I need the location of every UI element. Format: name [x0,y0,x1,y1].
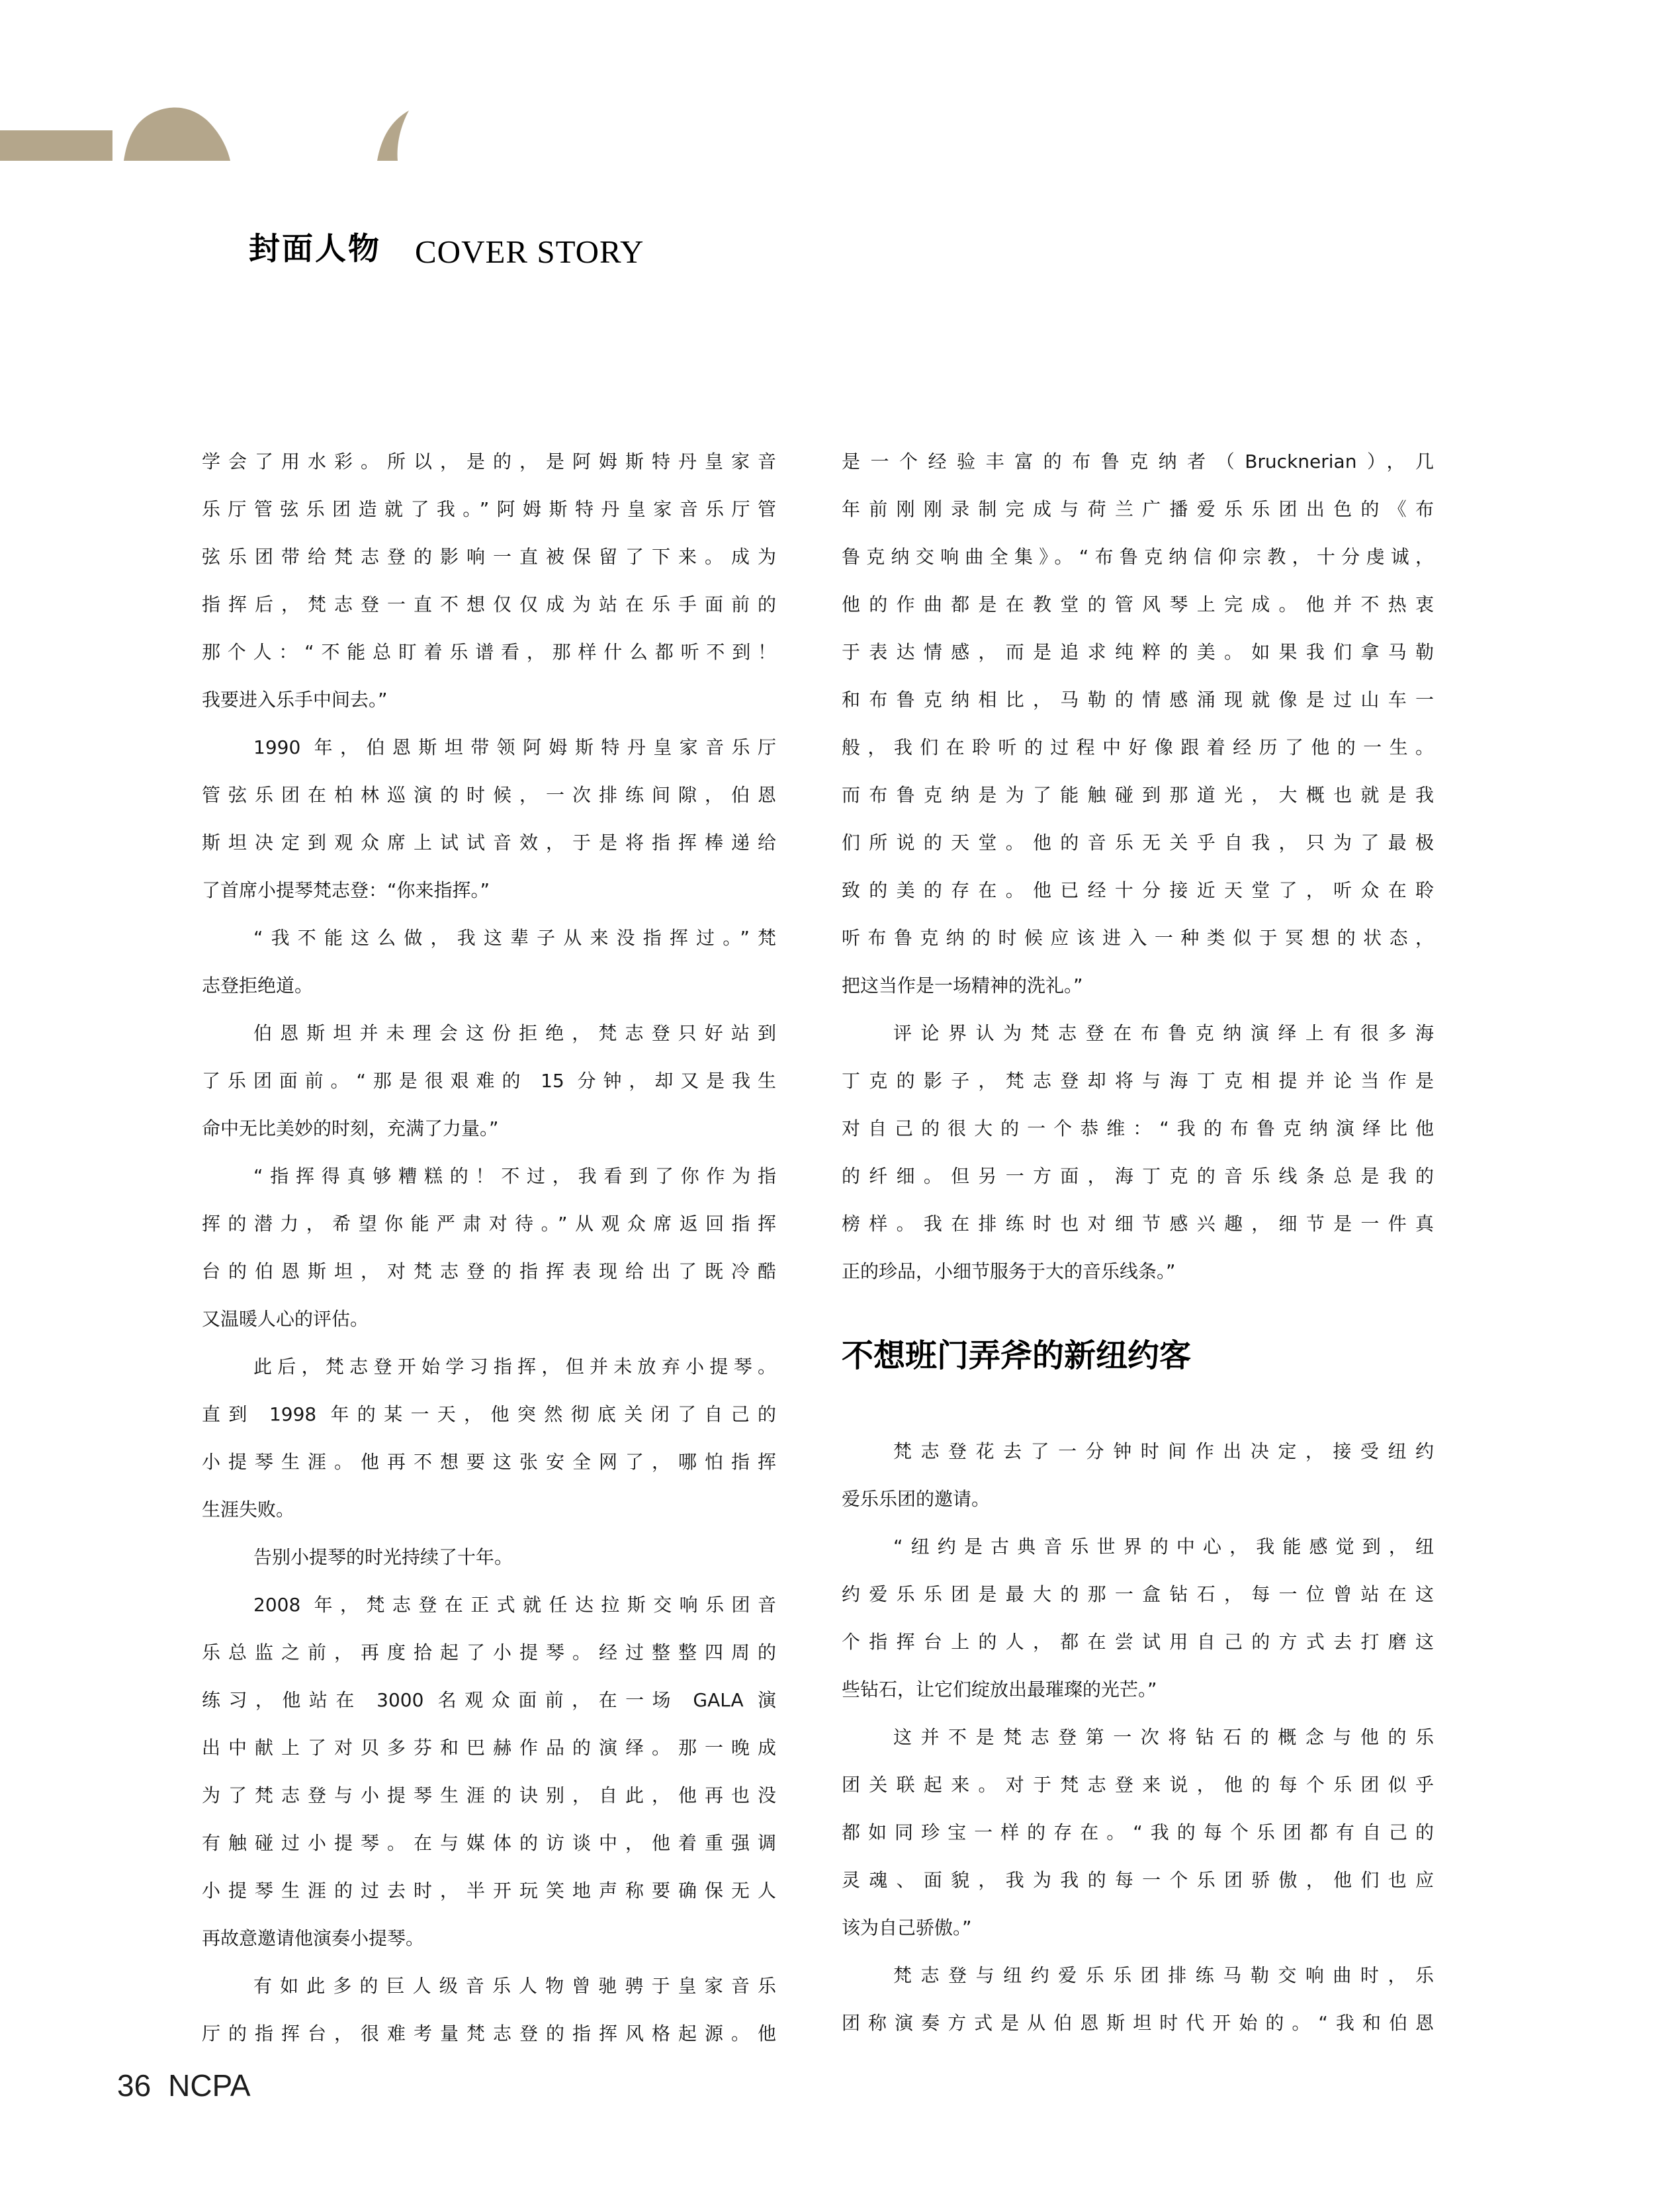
text-line: 再故意邀请他演奏小提琴。 [202,1927,425,1949]
text-line: 致的美的存在。他已经十分接近天堂了，听众在聆 [842,879,1434,901]
text-line: 灵魂、面貌，我为我的每一个乐团骄傲，他们也应 [842,1869,1434,1891]
text-line: 直到 1998 年的某一天，他突然彻底关闭了自己的 [202,1403,776,1425]
text-line: 梵志登与纽约爱乐乐团排练马勒交响曲时，乐 [893,1964,1434,1986]
page-footer [117,2068,251,2103]
text-line: 评论界认为梵志登在布鲁克纳演绎上有很多海 [893,1022,1434,1044]
text-line: “纽约是古典音乐世界的中心，我能感觉到，纽 [893,1536,1434,1557]
column-right-part2 [842,1428,1434,2047]
text-line: 1990 年，伯恩斯坦带领阿姆斯特丹皇家音乐厅 [253,736,776,758]
text-line: 有触碰过小提琴。在与媒体的访谈中，他着重强调 [202,1832,776,1854]
text-line: 有如此多的巨人级音乐人物曾驰骋于皇家音乐 [253,1975,776,1997]
article-column-left [202,438,776,2058]
text-line: 这并不是梵志登第一次将钻石的概念与他的乐 [893,1726,1434,1748]
text-line: 那个人：“不能总盯着乐谱看，那样什么都听不到！ [202,641,776,663]
text-line: 又温暖人心的评估。 [202,1308,369,1330]
text-line: 告别小提琴的时光持续了十年。 [253,1546,513,1568]
text-line: 把这当作是一场精神的洗礼。” [842,975,1083,996]
text-line: 丁克的影子，梵志登却将与海丁克相提并论当作是 [842,1070,1434,1092]
text-line: 管弦乐团在柏林巡演的时候，一次排练间隙，伯恩 [202,784,776,806]
text-line: 的纤细。但另一方面，海丁克的音乐线条总是我的 [842,1165,1434,1187]
text-line: 厅的指挥台，很难考量梵志登的指挥风格起源。他 [202,2023,776,2044]
text-line: “我不能这么做，我这辈子从来没指挥过。”梵 [253,927,776,949]
section-title-en: COVER STORY [415,234,644,270]
text-line: 伯恩斯坦并未理会这份拒绝，梵志登只好站到 [253,1022,776,1044]
brand-label: NCPA [168,2068,251,2103]
text-line: 练习，他站在 3000 名观众面前，在一场 GALA 演 [202,1689,776,1711]
section-title-zh: 封面人物 [249,231,381,267]
text-line: 此后，梵志登开始学习指挥，但并未放弃小提琴。 [253,1356,776,1378]
text-line: “指挥得真够糟糕的！不过，我看到了你作为指 [253,1165,776,1187]
text-line: 生涯失败。 [202,1499,295,1520]
text-line: 2008 年，梵志登在正式就任达拉斯交响乐团音 [253,1594,776,1616]
text-line: 榜样。我在排练时也对细节感兴趣，细节是一件真 [842,1213,1434,1235]
text-line: 爱乐乐团的邀请。 [842,1488,991,1510]
text-line: 团关联起来。对于梵志登来说，他的每个乐团似乎 [842,1774,1434,1796]
text-line: 小提琴生涯。他再不想要这张安全网了，哪怕指挥 [202,1451,776,1473]
text-line: 和布鲁克纳相比，马勒的情感涌现就像是过山车一 [842,689,1434,711]
text-line: 学会了用水彩。所以，是的，是阿姆斯特丹皇家音 [202,451,776,472]
text-line: 了乐团面前。“那是很艰难的 15 分钟，却又是我生 [202,1070,776,1092]
text-line: 指挥后，梵志登一直不想仅仅成为站在乐手面前的 [202,593,776,615]
text-line: 正的珍品，小细节服务于大的音乐线条。” [842,1260,1176,1282]
text-line: 们所说的天堂。他的音乐无关乎自我，只为了最极 [842,832,1434,853]
text-line: 对自己的很大的一个恭维：“我的布鲁克纳演绎比他 [842,1117,1434,1139]
text-line: 听布鲁克纳的时候应该进入一种类似于冥想的状态， [842,927,1434,949]
text-line: 命中无比美妙的时刻，充满了力量。” [202,1117,499,1139]
section-heading: 不想班门弄斧的新纽约客 [842,1337,1192,1374]
text-line: 个指挥台上的人，都在尝试用自己的方式去打磨这 [842,1631,1434,1653]
header-ornament [0,105,437,165]
text-line: 鲁克纳交响曲全集》。“布鲁克纳信仰宗教，十分虔诚， [842,546,1434,568]
text-line: 志登拒绝道。 [202,975,314,996]
text-line: 了首席小提琴梵志登：“你来指挥。” [202,879,490,901]
text-line: 是一个经验丰富的布鲁克纳者（Brucknerian），几 [842,451,1434,472]
text-line: 乐厅管弦乐团造就了我。”阿姆斯特丹皇家音乐厅管 [202,498,776,520]
swoosh-blade-icon [377,110,409,161]
text-line: 年前刚刚录制完成与荷兰广播爱乐乐团出色的《布 [842,498,1434,520]
text-line: 小提琴生涯的过去时，半开玩笑地声称要确保无人 [202,1880,776,1902]
text-line: 斯坦决定到观众席上试试音效，于是将指挥棒递给 [202,832,776,853]
text-line: 都如同珍宝一样的存在。“我的每个乐团都有自己的 [842,1821,1434,1843]
text-line: 台的伯恩斯坦，对梵志登的指挥表现给出了既冷酷 [202,1260,776,1282]
text-line: 他的作曲都是在教堂的管风琴上完成。他并不热衷 [842,593,1434,615]
article-column-right [842,438,1434,2047]
text-line: 般，我们在聆听的过程中好像跟着经历了他的一生。 [842,736,1434,758]
text-line: 弦乐团带给梵志登的影响一直被保留了下来。成为 [202,546,776,568]
text-line: 出中献上了对贝多芬和巴赫作品的演绎。那一晚成 [202,1737,776,1759]
text-line: 为了梵志登与小提琴生涯的诀别，自此，他再也没 [202,1784,776,1806]
text-line: 于表达情感，而是追求纯粹的美。如果我们拿马勒 [842,641,1434,663]
text-line: 团称演奏方式是从伯恩斯坦时代开始的。“我和伯恩 [842,2012,1434,2034]
column-right-part1 [842,438,1434,1295]
text-line: 我要进入乐手中间去。” [202,689,388,711]
page-header [0,105,728,270]
swoosh-leaf-icon [124,107,230,161]
text-line: 些钻石，让它们绽放出最璀璨的光芒。” [842,1679,1157,1700]
header-bar [0,130,112,161]
text-line: 而布鲁克纳是为了能触碰到那道光，大概也就是我 [842,784,1434,806]
text-line: 约爱乐乐团是最大的那一盒钻石，每一位曾站在这 [842,1583,1434,1605]
text-line: 该为自己骄傲。” [842,1917,972,1939]
text-line: 挥的潜力，希望你能严肃对待。”从观众席返回指挥 [202,1213,776,1235]
page-number: 36 [117,2068,152,2103]
text-line: 梵志登花去了一分钟时间作出决定，接受纽约 [893,1440,1434,1462]
text-line: 乐总监之前，再度拾起了小提琴。经过整整四周的 [202,1641,776,1663]
